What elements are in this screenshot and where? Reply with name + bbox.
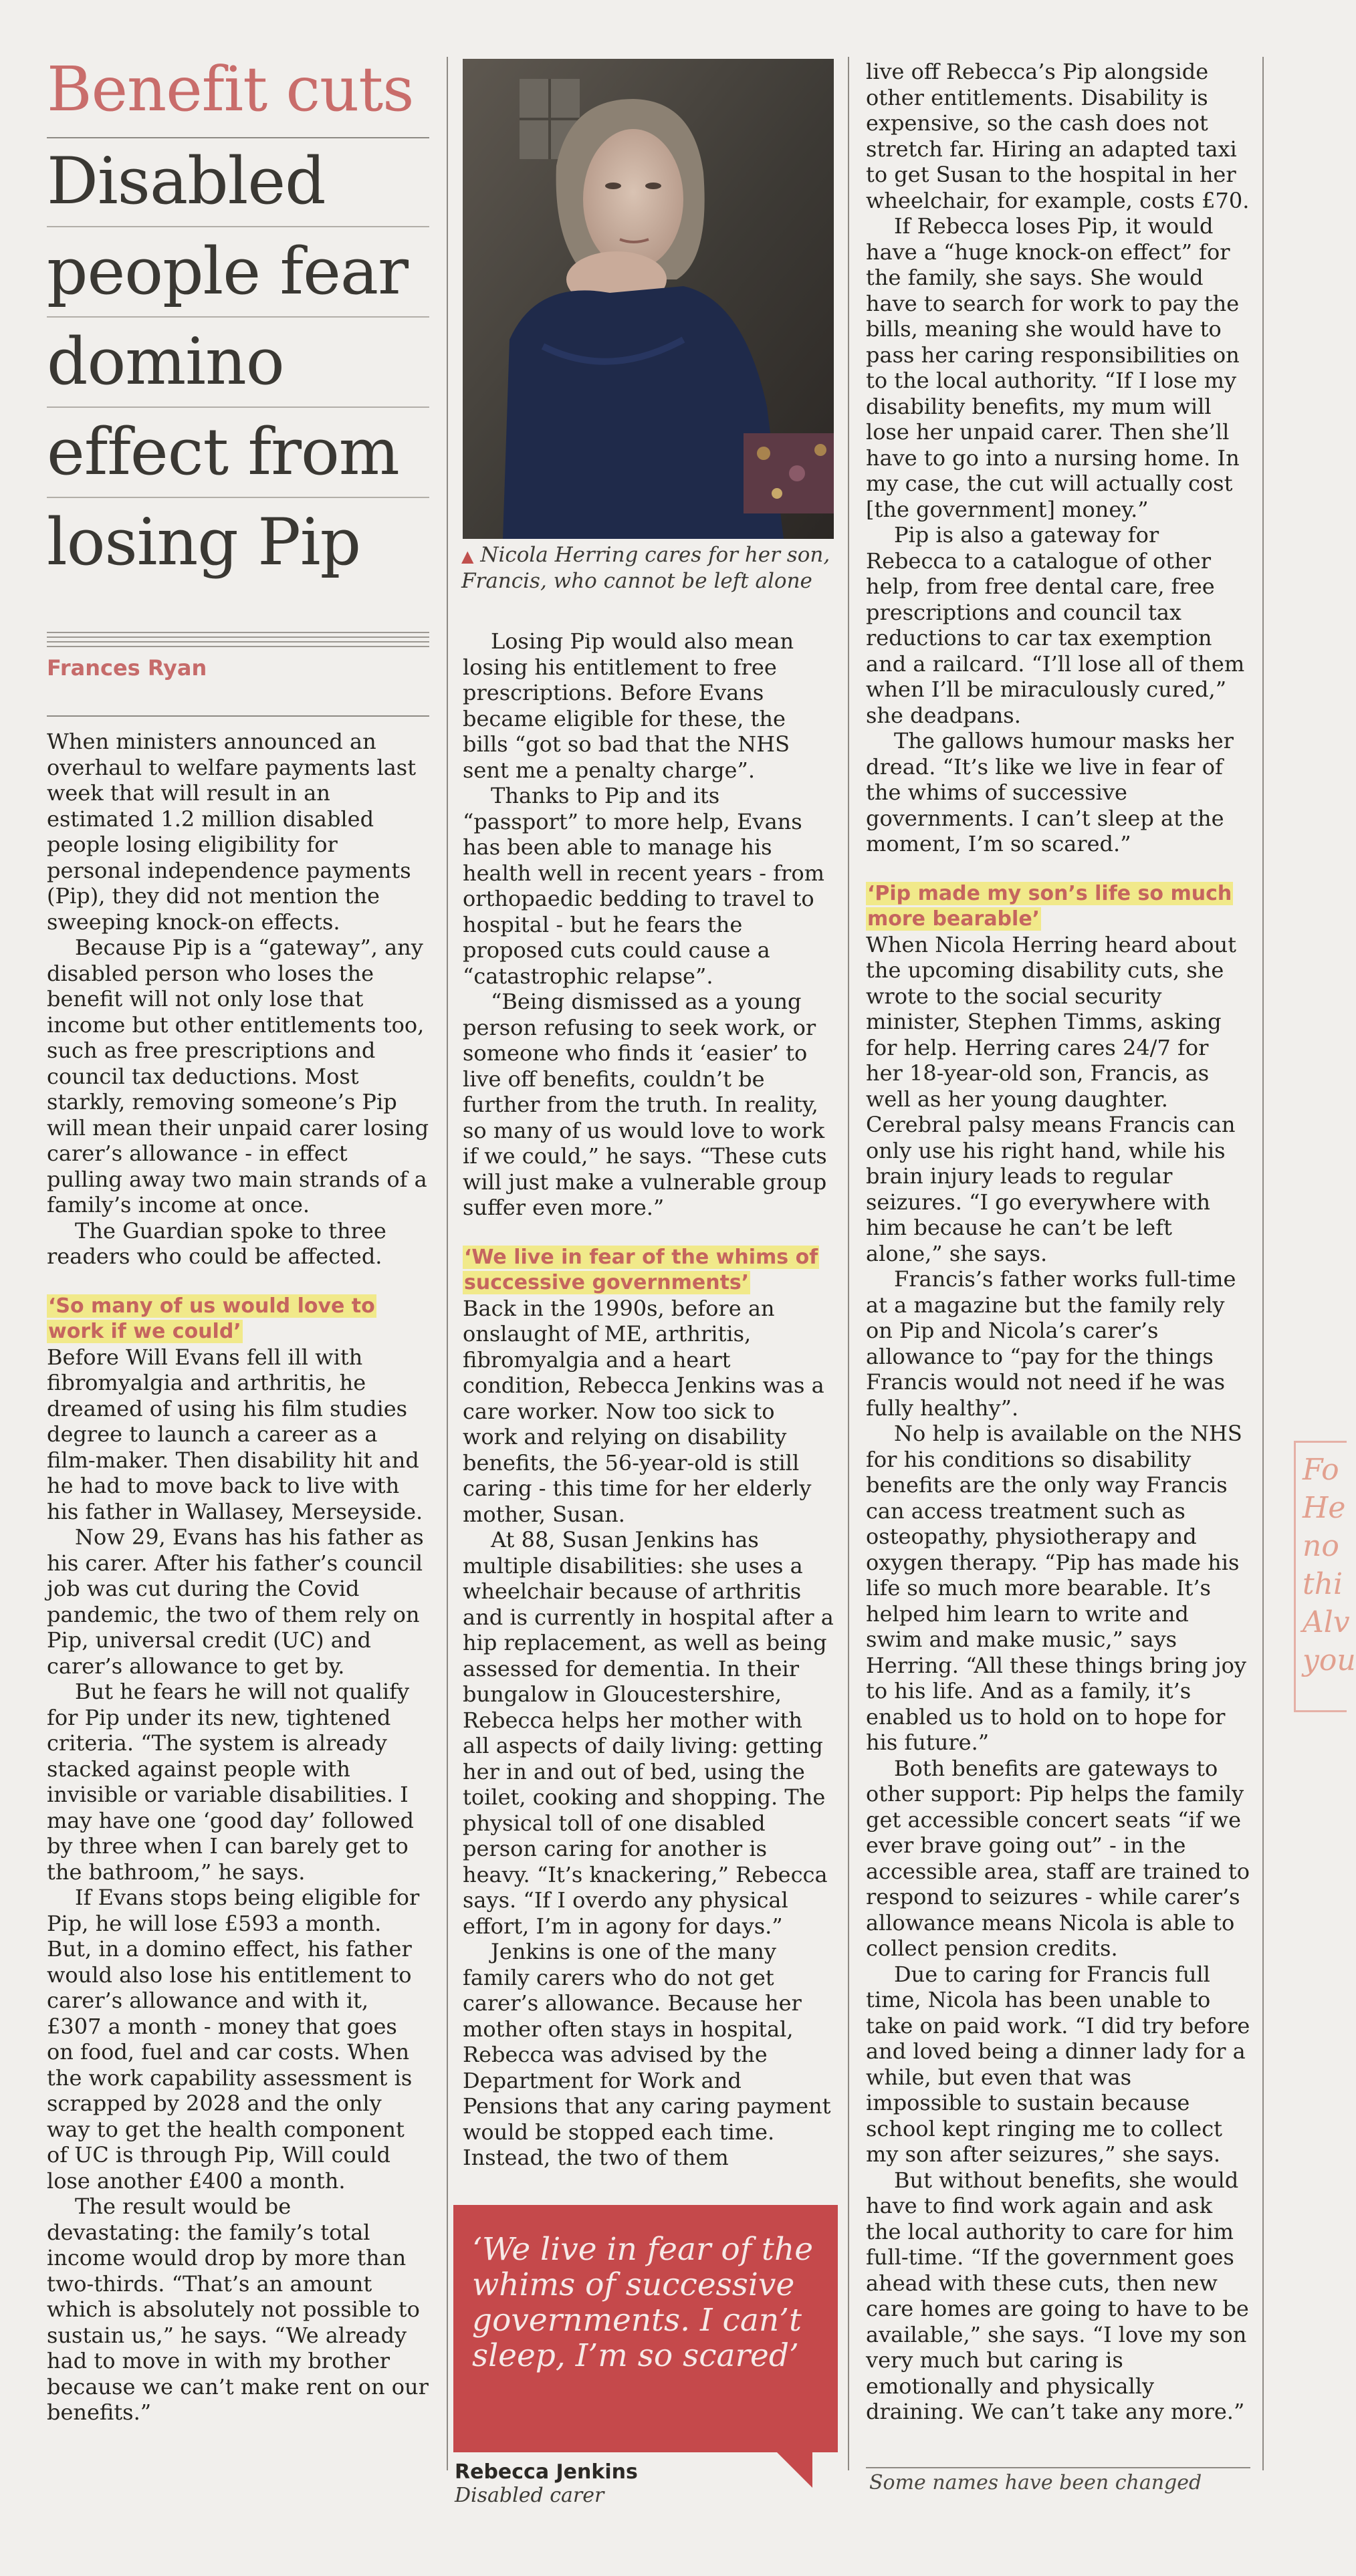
subheading-text: ‘We live in fear of the whims of successive governments’ xyxy=(464,1245,818,1294)
kicker-text: Benefit cuts xyxy=(47,53,414,125)
body-paragraph: The Guardian spoke to three readers who could be affected. xyxy=(47,1217,386,1269)
headline-line: people fear xyxy=(47,227,429,318)
column-2 xyxy=(463,628,834,2171)
body-paragraph: Because Pip is a “gateway”, any disabled person who loses the benefit will not only lose that income but other entitlements too, such as free prescriptions and council tax deductions. Most starkly, removing someone’s Pip will mean their unpaid carer losing carer’s allowance - in effect pulling away two main strands of a family’s income at once. xyxy=(47,935,429,1217)
subheading xyxy=(463,1245,834,1296)
body-paragraph: But without benefits, she would have to find work again and ask the local authority to care for him full-time. “If the government goes ahead with these cuts, then new care homes are going to have to be available,” she says. “I love my son very much but caring is emotionally and physically draining. We can’t take any more.” xyxy=(866,2167,1249,2424)
byline-rules xyxy=(47,632,429,647)
body-paragraph: Before Will Evans fell ill with fibromyalgia and arthritis, he dreamed of using his film studies degree to launch a career as a film-maker. Then disability hit and he had to move back to live with his father in Wallasey, Merseyside. xyxy=(47,1344,423,1524)
body-paragraph: If Rebecca loses Pip, it would have a “huge knock-on effect” for the family, she says. She would have to search for work to pay the bills, meaning she would have to pass her caring responsibilities on to the local authority. “If I lose my disability benefits, my mum will lose her unpaid carer. Then she’ll have to go into a nursing home. In my case, the cut will actually cost [the government] money.” xyxy=(866,213,1240,522)
article-photo xyxy=(463,59,834,539)
column-3 xyxy=(866,59,1250,2425)
photo-caption xyxy=(461,543,836,594)
caption-triangle-icon: ▲ xyxy=(461,547,474,566)
body-paragraph: Losing Pip would also mean losing his entitlement to free prescriptions. Before Evans became eligible for these, the bills “got so bad that the NHS sent me a penalty charge”. xyxy=(463,628,794,783)
subheading-text: ‘Pip made my son’s life so much more bearable’ xyxy=(867,881,1232,931)
body-paragraph: Jenkins is one of the many family carers who do not get carer’s allowance. Because her mother often stays in hospital, Rebecca was advised by the Department for Work and Pensions that any caring payment would be stopped each time. Instead, the two of them xyxy=(463,1939,831,2170)
column-divider xyxy=(848,57,849,2470)
caption-line-1: Nicola Herring cares for her son, xyxy=(480,543,830,567)
column-divider xyxy=(447,57,448,2470)
body-paragraph: Pip is also a gateway for Rebecca to a catalogue of other help, from free dental care, free prescriptions and council tax reductions to car tax exemption and a railcard. “I’ll lose all of them when I’ll be miraculously cured,” she deadpans. xyxy=(866,522,1245,728)
subheading xyxy=(866,881,1250,932)
caption-line-2: Francis, who cannot be left alone xyxy=(461,569,812,593)
headline-line: Disabled xyxy=(47,137,429,227)
column-divider xyxy=(1262,57,1264,2470)
footnote-rule xyxy=(866,2467,1250,2468)
pullquote-name: Rebecca Jenkins xyxy=(455,2460,638,2484)
body-paragraph: Francis’s father works full-time at a magazine but the family rely on Pip and Nicola’s carer’s allowance to “pay for the things Francis would not need if he was fully healthy”. xyxy=(866,1266,1236,1421)
edge-teaser xyxy=(1294,1441,1356,1712)
column-1 xyxy=(47,729,429,2426)
headline-line: losing Pip xyxy=(47,505,361,580)
edge-line: Alv xyxy=(1303,1605,1350,1639)
edge-line: Fo xyxy=(1303,1453,1339,1487)
body-paragraph: If Evans stops being eligible for Pip, he will lose £593 a month. But, in a domino effect, his father would also lose his entitlement to carer’s allowance and with it, £307 a month - money that goes on food, fuel and car costs. When the work capability assessment is scrapped by 2028 and the only way to get the health component of UC is through Pip, Will could lose another £400 a month. xyxy=(47,1885,420,2194)
footnote: Some names have been changed xyxy=(869,2471,1202,2494)
pullquote-text: ‘We live in fear of the whims of successive governments. I can’t sleep, I’m so scared’ xyxy=(472,2231,814,2374)
body-paragraph: Back in the 1990s, before an onslaught of ME, arthritis, fibromyalgia and a heart condition, Rebecca Jenkins was a care worker. Now too sick to work and relying on disability benefits, the 56-year-old is still caring - this time for her elderly mother, Susan. xyxy=(463,1295,824,1527)
pullquote-attribution xyxy=(455,2460,762,2507)
body-paragraph: When ministers announced an overhaul to welfare payments last week that will result in an estimated 1.2 million disabled people losing eligibility for personal independence payments (Pip), they did not mention the sweeping knock-on effects. xyxy=(47,729,417,935)
edge-line: no xyxy=(1303,1529,1339,1563)
kicker xyxy=(47,53,428,125)
body-paragraph: live off Rebecca’s Pip alongside other entitlements. Disability is expensive, so the cash does not stretch far. Hiring an adapted taxi to get Susan to the hospital in her wheelchair, for example, costs £70. xyxy=(866,59,1250,213)
pullquote-role: Disabled carer xyxy=(455,2484,604,2507)
body-paragraph: Both benefits are gateways to other support: Pip helps the family get accessible concert seats “if we ever brave going out” - in the accessible area, staff are trained to respond to seizures - while carer’s allowance means Nicola is able to collect pension credits. xyxy=(866,1755,1250,1961)
body-paragraph: Due to caring for Francis full time, Nicola has been unable to take on paid work. “I did try before and loved being a dinner lady for a while, but even that was impossible to sustain because school kept ringing me to collect my son after seizures,” she says. xyxy=(866,1961,1250,2167)
byline-rule xyxy=(47,715,429,717)
headline-line: domino xyxy=(47,318,429,408)
edge-line: thi xyxy=(1303,1567,1343,1601)
edge-teaser-text xyxy=(1296,1443,1356,1679)
pullquote-box xyxy=(453,2205,838,2452)
body-paragraph: The gallows humour masks her dread. “It’s like we live in fear of the whims of successive governments. I can’t sleep at the moment, I’m so scared.” xyxy=(866,728,1234,856)
body-paragraph: When Nicola Herring heard about the upcoming disability cuts, she wrote to the social security minister, Stephen Timms, asking for help. Herring cares 24/7 for her 18-year-old son, Francis, as well as her young daughter. Cerebral palsy means Francis can only use his right hand, while his brain injury leads to regular seizures. “I go everywhere with him because he can’t be left alone,” she says. xyxy=(866,931,1236,1266)
body-paragraph: But he fears he will not qualify for Pip under its new, tightened criteria. “The system is already stacked against people with invisible or variable disabilities. I may have one ‘good day’ followed by three when I can barely get to the bathroom,” he says. xyxy=(47,1679,415,1885)
body-paragraph: At 88, Susan Jenkins has multiple disabilities: she uses a wheelchair because of arthritis and is currently in hospital after a hip replacement, as well as being assessed for dementia. In their bungalow in Gloucestershire, Rebecca helps her mother with all aspects of daily living: getting her in and out of bed, using the toilet, cooking and shopping. The physical toll of one disabled person caring for another is heavy. “It’s knackering,” Rebecca says. “If I overdo any physical effort, I’m in agony for days.” xyxy=(463,1527,834,1939)
body-paragraph: “Being dismissed as a young person refusing to seek work, or someone who finds it ‘easier’ to live off benefits, couldn’t be further from the truth. In reality, so many of us would love to work if we could,” he says. “These cuts will just make a vulnerable group suffer even more.” xyxy=(463,989,827,1220)
headline xyxy=(47,137,429,587)
byline: Frances Ryan xyxy=(47,655,207,681)
subheading xyxy=(47,1294,429,1344)
edge-line: you xyxy=(1303,1643,1356,1677)
body-paragraph: No help is available on the NHS for his conditions so disability benefits are the only way Francis can access treatment such as osteopathy, physiotherapy and oxygen therapy. “Pip has made his life so much more bearable. It’s helped him learn to write and swim and make music,” says Herring. “All these things bring joy to his life. And as a family, it’s enabled us to hold on to hope for his future.” xyxy=(866,1421,1246,1755)
body-paragraph: The result would be devastating: the family’s total income would drop by more than two-thirds. “That’s an amount which is absolutely not possible to sustain us,” he says. “We already had to move in with my brother because we can’t make rent on our benefits.” xyxy=(47,2194,429,2425)
headline-line: effect from xyxy=(47,408,429,498)
body-paragraph: Thanks to Pip and its “passport” to more help, Evans has been able to manage his health well in recent years - from orthopaedic bedding to travel to hospital - but he fears the proposed cuts could cause a “catastrophic relapse”. xyxy=(463,783,824,989)
subheading-text: ‘So many of us would love to work if we could’ xyxy=(48,1294,375,1343)
edge-line: He xyxy=(1303,1491,1346,1525)
pullquote-tail xyxy=(776,2451,816,2491)
body-paragraph: Now 29, Evans has his father as his carer. After his father’s council job was cut during the Covid pandemic, the two of them rely on Pip, universal credit (UC) and carer’s allowance to get by. xyxy=(47,1524,424,1679)
